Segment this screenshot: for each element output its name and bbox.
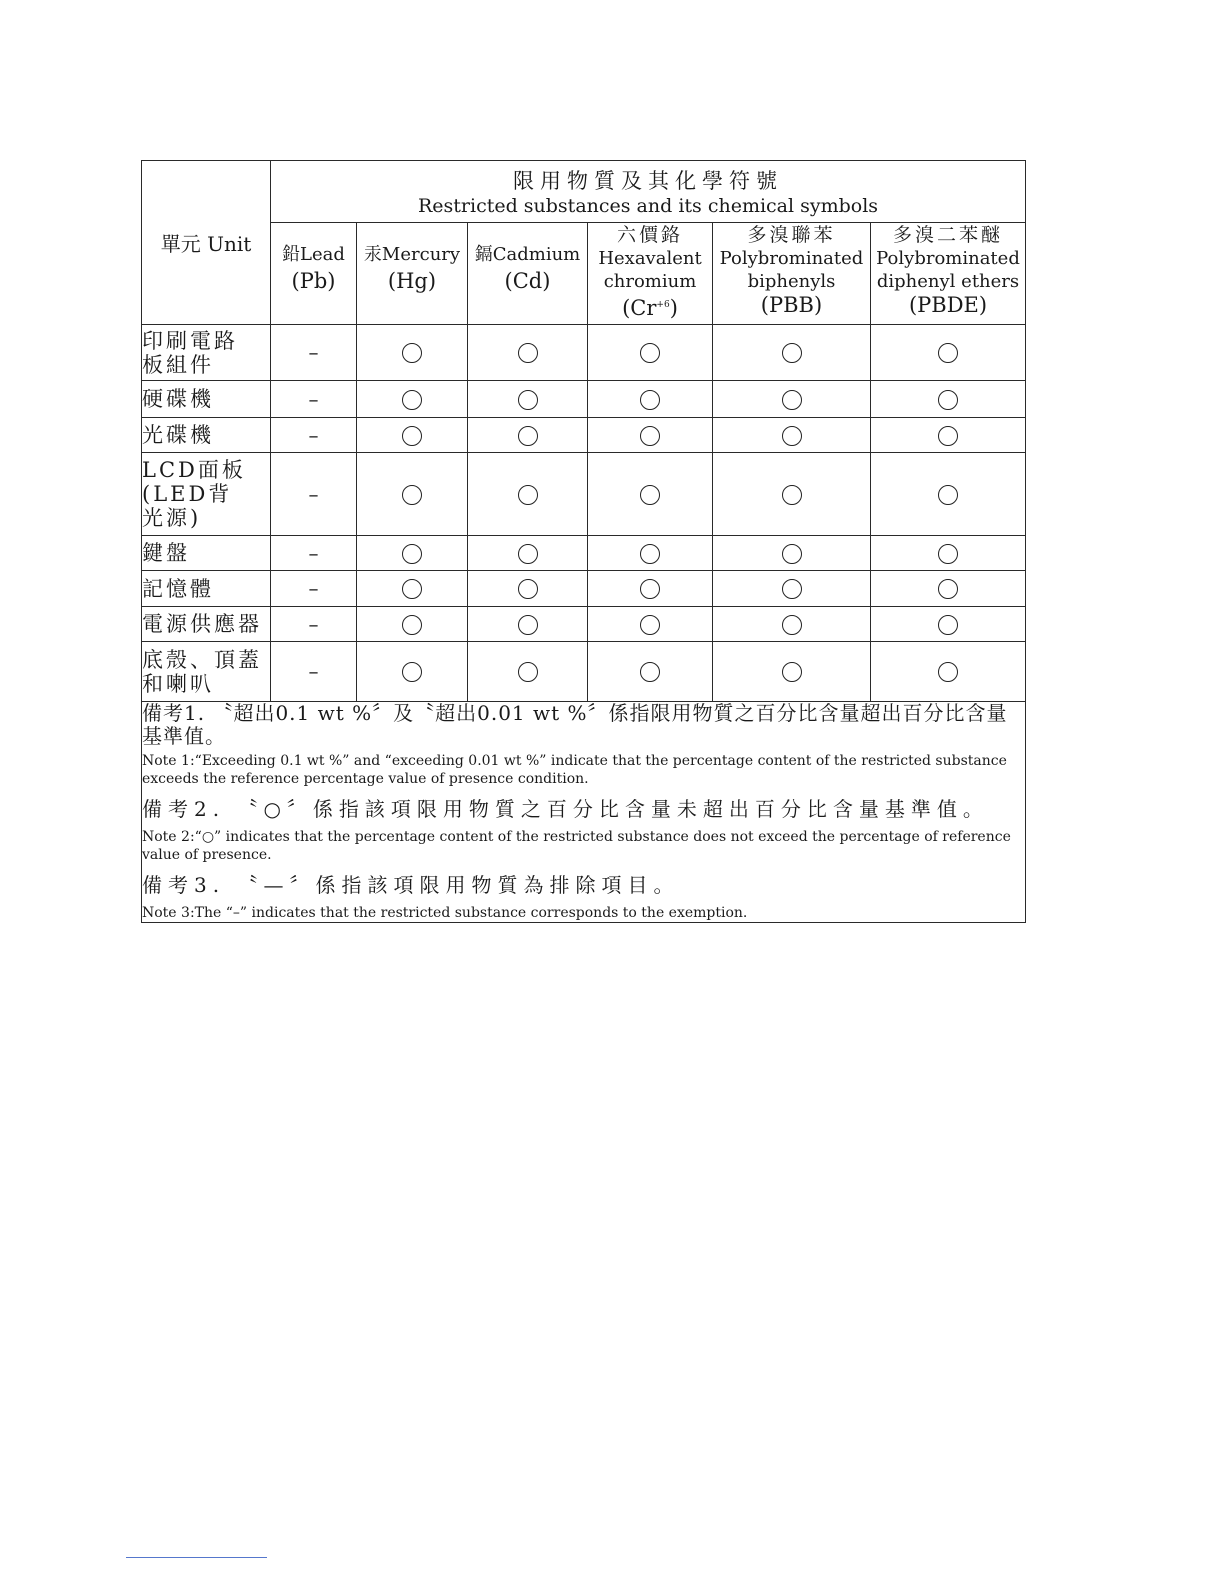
circle-mark: [782, 485, 802, 505]
not-exceeding-circle-cell: [357, 325, 468, 381]
not-exceeding-circle-cell: [588, 453, 713, 536]
not-exceeding-circle-cell: [713, 418, 871, 453]
table-row: [142, 571, 1026, 607]
note-3-english: Note 3:The “–” indicates that the restricted substance corresponds to the exemption.: [142, 905, 748, 921]
circle-mark: [518, 544, 538, 564]
not-exceeding-circle-cell: [468, 453, 588, 536]
table-row: [142, 381, 1026, 418]
exemption-dash-cell: [271, 607, 357, 642]
not-exceeding-circle-cell: [468, 418, 588, 453]
circle-mark: [938, 615, 958, 635]
not-exceeding-circle-cell: [871, 418, 1026, 453]
circle-mark: [640, 426, 660, 446]
not-exceeding-circle-cell: [713, 325, 871, 381]
circle-mark: [640, 544, 660, 564]
column-header-lead: 鉛Lead (Pb): [271, 223, 357, 325]
not-exceeding-circle-cell: [468, 536, 588, 571]
unit-cell: [142, 418, 271, 453]
circle-mark: [640, 343, 660, 363]
title-chinese: 限用物質及其化學符號: [513, 168, 784, 193]
exemption-dash-cell: [271, 381, 357, 418]
column-header-pbde: 多溴二苯醚 Polybrominated diphenyl ethers (PBDE): [871, 223, 1026, 325]
circle-mark: [402, 579, 422, 599]
circle-mark: [782, 426, 802, 446]
circle-mark: [518, 390, 538, 410]
circle-mark: [938, 343, 958, 363]
exemption-dash-cell: [271, 325, 357, 381]
table-row: [142, 642, 1026, 702]
unit-cell: [142, 325, 271, 381]
note-2-english: Note 2:“○” indicates that the percentage content of the restricted substance does not exceed the percentage of reference value of presence.: [142, 829, 1011, 863]
not-exceeding-circle-cell: [468, 325, 588, 381]
circle-mark: [518, 662, 538, 682]
circle-mark: [938, 390, 958, 410]
circle-mark: [782, 662, 802, 682]
unit-label-line: 記憶體: [142, 576, 214, 601]
not-exceeding-circle-cell: [588, 607, 713, 642]
not-exceeding-circle-cell: [871, 453, 1026, 536]
circle-mark: [640, 485, 660, 505]
footnote-separator: [126, 1557, 267, 1558]
not-exceeding-circle-cell: [588, 325, 713, 381]
circle-mark: [938, 544, 958, 564]
not-exceeding-circle-cell: [468, 642, 588, 702]
circle-mark: [402, 544, 422, 564]
unit-label-line: 底殼、頂蓋: [142, 647, 262, 672]
not-exceeding-circle-cell: [713, 607, 871, 642]
substances-header: [271, 161, 1026, 223]
dash-mark: –: [308, 340, 319, 364]
not-exceeding-circle-cell: [357, 536, 468, 571]
note-1-chinese: 備考1. 〝超出0.1 wt %〞及〝超出0.01 wt %〞係指限用物質之百分比含量超出百分比含量基準值。: [142, 701, 1008, 748]
unit-label-line: 板組件: [142, 352, 214, 377]
unit-label-line: 光碟機: [142, 423, 214, 447]
not-exceeding-circle-cell: [588, 571, 713, 607]
not-exceeding-circle-cell: [357, 381, 468, 418]
not-exceeding-circle-cell: [871, 607, 1026, 642]
circle-mark: [938, 662, 958, 682]
circle-mark: [518, 426, 538, 446]
dash-mark: –: [308, 422, 319, 447]
not-exceeding-circle-cell: [713, 381, 871, 418]
not-exceeding-circle-cell: [588, 536, 713, 571]
not-exceeding-circle-cell: [871, 536, 1026, 571]
not-exceeding-circle-cell: [713, 642, 871, 702]
unit-label-line: (LED背: [142, 482, 233, 506]
not-exceeding-circle-cell: [357, 607, 468, 642]
circle-mark: [518, 579, 538, 599]
unit-cell: [142, 642, 271, 702]
not-exceeding-circle-cell: [468, 381, 588, 418]
table-body: [142, 325, 1026, 702]
unit-label-line: 印刷電路: [142, 328, 238, 353]
not-exceeding-circle-cell: [357, 571, 468, 607]
table-row: [142, 536, 1026, 571]
dash-mark: –: [308, 611, 319, 636]
column-header-pbb: 多溴聯苯 Polybrominated biphenyls (PBB): [713, 223, 871, 325]
exemption-dash-cell: [271, 453, 357, 536]
not-exceeding-circle-cell: [357, 642, 468, 702]
not-exceeding-circle-cell: [588, 418, 713, 453]
not-exceeding-circle-cell: [588, 381, 713, 418]
dash-mark: –: [308, 386, 319, 411]
column-header-cadmium: 鎘Cadmium (Cd): [468, 223, 588, 325]
circle-mark: [782, 390, 802, 410]
circle-mark: [402, 390, 422, 410]
unit-cell: [142, 571, 271, 607]
title-english: Restricted substances and its chemical symbols: [417, 194, 879, 217]
circle-mark: [402, 426, 422, 446]
circle-mark: [402, 662, 422, 682]
unit-label-line: 鍵盤: [142, 541, 190, 565]
unit-label-line: 光源): [142, 506, 202, 530]
circle-mark: [518, 485, 538, 505]
circle-mark: [782, 579, 802, 599]
circle-mark: [402, 485, 422, 505]
circle-mark: [518, 343, 538, 363]
unit-cell: [142, 381, 271, 418]
dash-mark: –: [308, 576, 319, 600]
dash-mark: –: [308, 481, 319, 506]
not-exceeding-circle-cell: [713, 571, 871, 607]
not-exceeding-circle-cell: [871, 642, 1026, 702]
not-exceeding-circle-cell: [588, 642, 713, 702]
not-exceeding-circle-cell: [713, 536, 871, 571]
circle-mark: [938, 485, 958, 505]
not-exceeding-circle-cell: [357, 453, 468, 536]
exemption-dash-cell: [271, 536, 357, 571]
unit-cell: [142, 453, 271, 536]
notes-section: [142, 702, 1026, 923]
note-1-english: Note 1:“Exceeding 0.1 wt %” and “exceeding 0.01 wt %” indicate that the percentage content of the restricted substance exceeds the reference percentage value of presence condition.: [142, 753, 1007, 787]
circle-mark: [938, 426, 958, 446]
exemption-dash-cell: [271, 418, 357, 453]
circle-mark: [402, 615, 422, 635]
table-row: [142, 325, 1026, 381]
not-exceeding-circle-cell: [871, 381, 1026, 418]
circle-mark: [782, 544, 802, 564]
restricted-substances-table: [141, 160, 1026, 923]
dash-mark: –: [308, 540, 319, 565]
circle-mark: [640, 615, 660, 635]
note-3-chinese: 備考3. 〝—〞係指該項限用物質為排除項目。: [142, 873, 680, 897]
not-exceeding-circle-cell: [468, 571, 588, 607]
not-exceeding-circle-cell: [713, 453, 871, 536]
dash-mark: –: [308, 659, 319, 683]
not-exceeding-circle-cell: [468, 607, 588, 642]
exemption-dash-cell: [271, 642, 357, 702]
circle-mark: [782, 615, 802, 635]
unit-column-header: 單元 Unit: [142, 161, 271, 325]
chromium-symbol: $(Cr^{+6})$: [622, 296, 678, 320]
unit-label-line: LCD面板: [142, 458, 246, 482]
table-row: [142, 453, 1026, 536]
unit-label-line: 硬碟機: [142, 387, 214, 411]
circle-mark: [938, 579, 958, 599]
circle-mark: [782, 343, 802, 363]
circle-mark: [640, 579, 660, 599]
circle-mark: [640, 390, 660, 410]
unit-label-line: 和喇叭: [142, 671, 214, 696]
circle-mark: [402, 343, 422, 363]
note-2-chinese: 備考2. 〝○〞係指該項限用物質之百分比含量未超出百分比含量基準值。: [142, 797, 989, 821]
circle-mark: [640, 662, 660, 682]
unit-cell: [142, 607, 271, 642]
circle-mark: [518, 615, 538, 635]
not-exceeding-circle-cell: [357, 418, 468, 453]
table-row: [142, 418, 1026, 453]
column-header-mercury: 汞Mercury (Hg): [357, 223, 468, 325]
unit-cell: [142, 536, 271, 571]
not-exceeding-circle-cell: [871, 325, 1026, 381]
exemption-dash-cell: [271, 571, 357, 607]
table-row: [142, 607, 1026, 642]
column-header-hexavalent-chromium: 六價鉻 Hexavalent chromium $(Cr^{+6})$: [588, 223, 713, 325]
not-exceeding-circle-cell: [871, 571, 1026, 607]
unit-label-line: 電源供應器: [142, 612, 262, 636]
